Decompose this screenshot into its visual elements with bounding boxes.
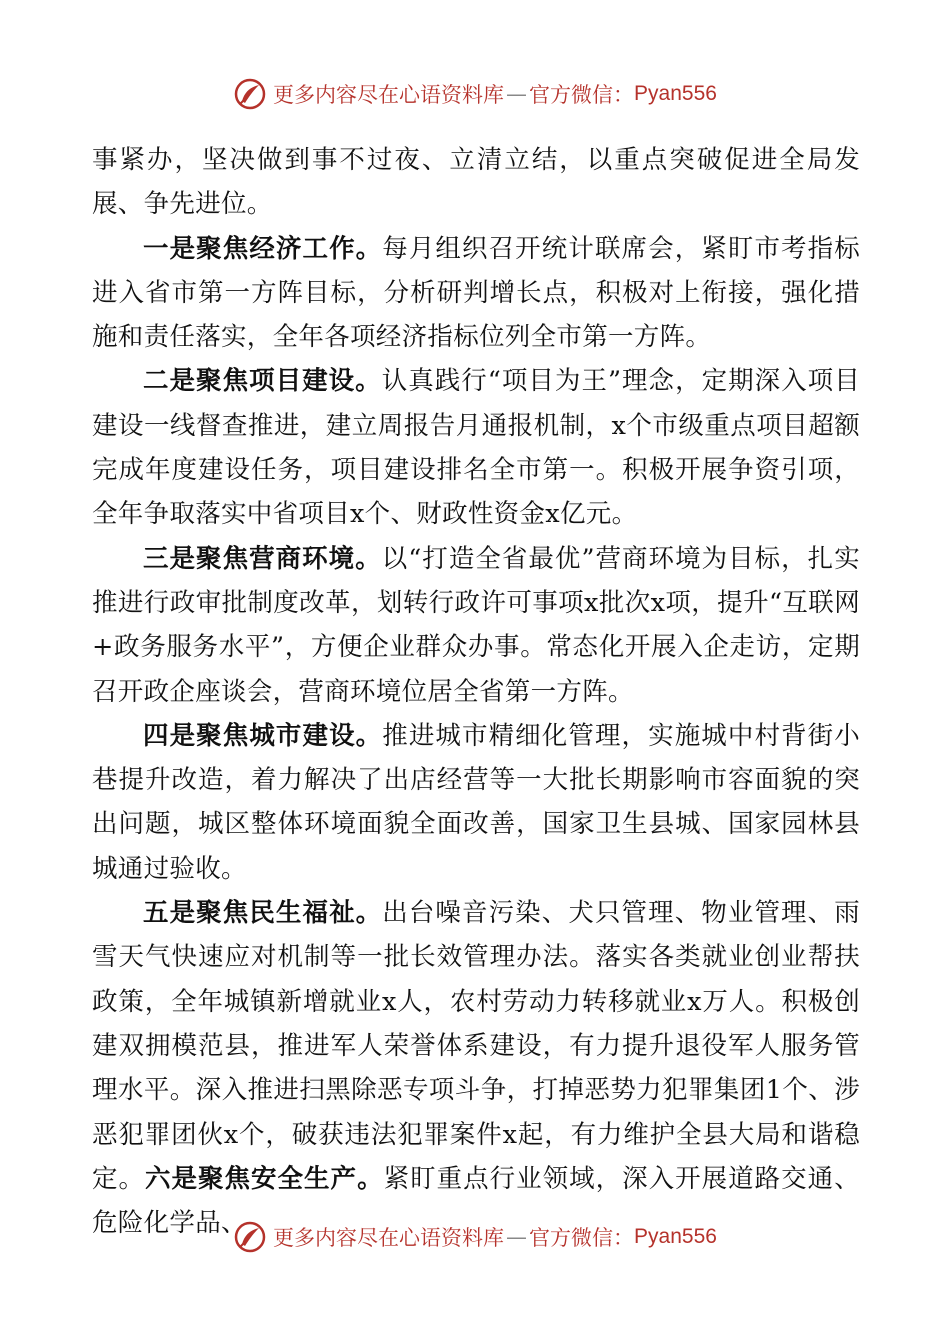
paragraph-heading: 二是聚焦项目建设。	[143, 366, 382, 397]
paragraph-text: 事紧办，坚决做到事不过夜、立清立结，以重点突破促进全局发展、争先进位。	[92, 145, 860, 220]
watermark-text: 更多内容尽在心语资料库	[273, 83, 505, 107]
paragraph-urban-construction	[92, 714, 860, 891]
paragraph-text: 每月组织召开统计联席会，紧盯市考指标进入省市第一方阵目标，分析研判增长点，积极对上衔接，强化措施和责任落实，全年各项经济指标位列全市第一方阵。	[92, 233, 860, 353]
watermark-wechat-id: Pyan556	[634, 1225, 717, 1248]
paragraph-heading: 三是聚焦营商环境。	[143, 543, 382, 574]
paragraph-livelihood	[92, 891, 860, 1245]
paragraph-continuation	[92, 138, 860, 227]
paragraph-economy	[92, 227, 860, 360]
watermark-official-label: 官方微信：	[529, 83, 635, 107]
watermark-footer	[0, 1217, 950, 1257]
paragraph-heading: 四是聚焦城市建设。	[143, 720, 383, 751]
paragraph-business-environment	[92, 537, 860, 714]
watermark-wechat-id: Pyan556	[634, 82, 717, 105]
document-body	[92, 138, 860, 1245]
paragraph-text: 以“打造全省最优”营商环境为目标，扎实推进行政审批制度改革，划转行政许可事项x批次x项，提升“互联网+政务服务水平”，方便企业群众办事。常态化开展入企走访，定期召开政企座谈会，营商环境位居全省第一方阵。	[92, 543, 861, 707]
brush-logo-icon	[233, 1220, 267, 1254]
paragraph-heading: 一是聚焦经济工作。	[143, 233, 383, 264]
paragraph-text-safety: 紧盯重点行业领域，深入开展道路交通、危险化学品、	[92, 1163, 860, 1239]
paragraph-projects	[92, 359, 860, 536]
paragraph-heading-safety: 六是聚焦安全生产。	[145, 1163, 384, 1194]
paragraph-text: 认真践行“项目为王”理念，定期深入项目建设一线督查推进，建立周报告月通报机制，x个市级重点项目超额完成年度建设任务，项目建设排名全市第一。积极开展争资引项，全年争取落实中省项目x个、财政性资金x亿元。	[92, 366, 861, 530]
paragraph-text: 推进城市精细化管理，实施城中村背街小巷提升改造，着力解决了出店经营等一大批长期影响市容面貌的突出问题，城区整体环境面貌全面改善，国家卫生县城、国家园林县城通过验收。	[92, 720, 860, 884]
paragraph-heading: 五是聚焦民生福祉。	[143, 898, 383, 929]
watermark-official-label: 官方微信：	[529, 1226, 635, 1250]
watermark-separator: —	[506, 82, 528, 106]
watermark-header	[0, 74, 950, 114]
watermark-separator: —	[506, 1225, 528, 1249]
brush-logo-icon	[233, 77, 267, 111]
paragraph-text: 出台噪音污染、犬只管理、物业管理、雨雪天气快速应对机制等一批长效管理办法。落实各类就业创业帮扶政策，全年城镇新增就业x人，农村劳动力转移就业x万人。积极创建双拥模范县，推进军人荣誉体系建设，有力提升退役军人服务管理水平。深入推进扫黑除恶专项斗争，打掉恶势力犯罪集团1个、涉恶犯罪团伙x个，破获违法犯罪案件x起，有力维护全县大局和谐稳定。	[92, 898, 860, 1194]
watermark-text: 更多内容尽在心语资料库	[273, 1226, 505, 1250]
